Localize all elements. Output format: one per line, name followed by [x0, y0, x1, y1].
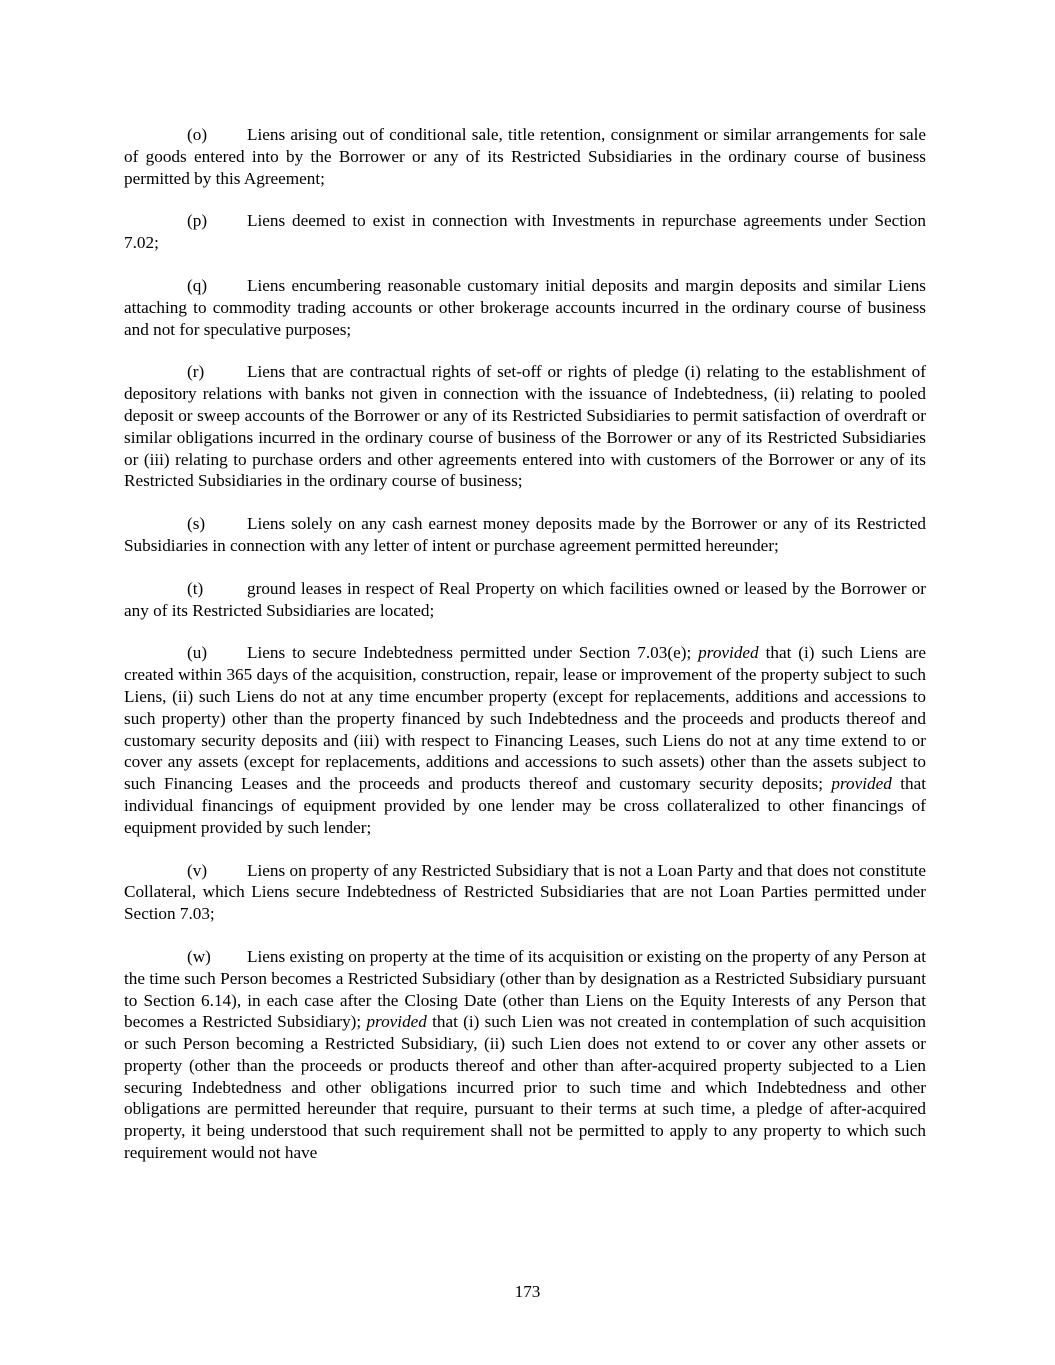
clause-text: that (i) such Liens are created within 365 days of the acquisition, construction, repair, lease or improvement of the property subject to such Liens, (ii) such Liens do not at any time encumber property (except for replacements, additions and accessions to such property) other than the property financed by such Indebtedness and the proceeds and products thereof and customary security deposits and (iii) with respect to Financing Leases, such Liens do not at any time extend to or cover any assets (except for replacements, additions and accessions to such assets) other than the assets subject to such Financing Leases and the proceeds and products thereof and customary security deposits; [124, 643, 926, 794]
clause-label: (t) [187, 578, 204, 598]
clause-text: that individual financings of equipment provided by one lender may be cross collateralized to other financings of equipment provided by such lender; [124, 774, 926, 837]
clause-text: Liens encumbering reasonable customary initial deposits and margin deposits and similar Liens attaching to commodity trading accounts or other brokerage accounts incurred in the ordinary course of business and not for speculative purposes; [124, 275, 926, 339]
clause-emphasis: provided [831, 774, 892, 794]
clause-paragraph [124, 124, 926, 189]
clause-text: that (i) such Lien was not created in contemplation of such acquisition or such Person becoming a Restricted Subsidiary, (ii) such Lien does not extend to or cover any other assets or property (other than the proceeds or products thereof and other than after-acquired property subjected to a Lien securing Indebtedness and other obligations incurred prior to such time and which Indebtedness and other obligations are permitted hereunder that require, pursuant to their terms at such time, a pledge of after-acquired property, it being understood that such requirement shall not be permitted to apply to any property to which such requirement would not have [124, 1012, 927, 1163]
clause-paragraph [124, 210, 926, 254]
clause-text: ground leases in respect of Real Property on which facilities owned or leased by the Borrower or any of its Restricted Subsidiaries are located; [124, 578, 926, 620]
page-number: 173 [514, 1282, 541, 1301]
clause-text: Liens to secure Indebtedness permitted under Section 7.03(e); [247, 643, 699, 663]
clause-label: (v) [187, 860, 208, 880]
clause-emphasis: provided [366, 1012, 427, 1032]
clause-label: (w) [187, 946, 211, 966]
clause-paragraph [124, 642, 926, 838]
clause-label: (s) [187, 514, 206, 534]
clause-paragraph [124, 513, 926, 557]
clause-text: Liens arising out of conditional sale, title retention, consignment or similar arrangements for sale of goods entered into by the Borrower or any of its Restricted Subsidiaries in the ordinary course of business permitted by this Agreement; [124, 125, 926, 188]
clause-paragraph [124, 946, 926, 1164]
clause-label: (p) [187, 211, 208, 231]
clause-label: (q) [187, 275, 208, 295]
document-page [124, 124, 926, 1185]
clause-label: (r) [187, 362, 205, 382]
clause-text: Liens on property of any Restricted Subsidiary that is not a Loan Party and that does not constitute Collateral, which Liens secure Indebtedness of Restricted Subsidiaries that are not Loan Parties permitted under Section 7.03; [124, 860, 926, 924]
clause-text: Liens that are contractual rights of set-off or rights of pledge (i) relating to the establishment of depository relations with banks not given in connection with the issuance of Indebtedness, (ii) relating to pooled deposit or sweep accounts of the Borrower or any of its Restricted Subsidiaries to permit satisfaction of overdraft or similar obligations incurred in the ordinary course of business of the Borrower or any of its Restricted Subsidiaries or (iii) relating to purchase orders and other agreements entered into with customers of the Borrower or any of its Restricted Subsidiaries in the ordinary course of business; [124, 362, 926, 491]
clause-text: Liens deemed to exist in connection with Investments in repurchase agreements under Section 7.02; [124, 211, 926, 253]
clause-label: (u) [187, 643, 208, 663]
clause-paragraph [124, 860, 926, 925]
clause-text: Liens solely on any cash earnest money deposits made by the Borrower or any of its Restricted Subsidiaries in connection with any letter of intent or purchase agreement permitted hereunder; [124, 514, 926, 555]
clause-paragraph [124, 361, 926, 492]
clause-paragraph [124, 275, 926, 340]
clause-emphasis: provided [698, 643, 759, 663]
clause-label: (o) [187, 125, 208, 144]
clause-text: Liens existing on property at the time of its acquisition or existing on the property of any Person at the time such Person becomes a Restricted Subsidiary (other than by designation as a Restricted Subsidiary pursuant to Section 6.14), in each case after the Closing Date (other than Liens on the Equity Interests of any Person that becomes a Restricted Subsidiary); [124, 946, 926, 1032]
clause-paragraph [124, 578, 926, 622]
